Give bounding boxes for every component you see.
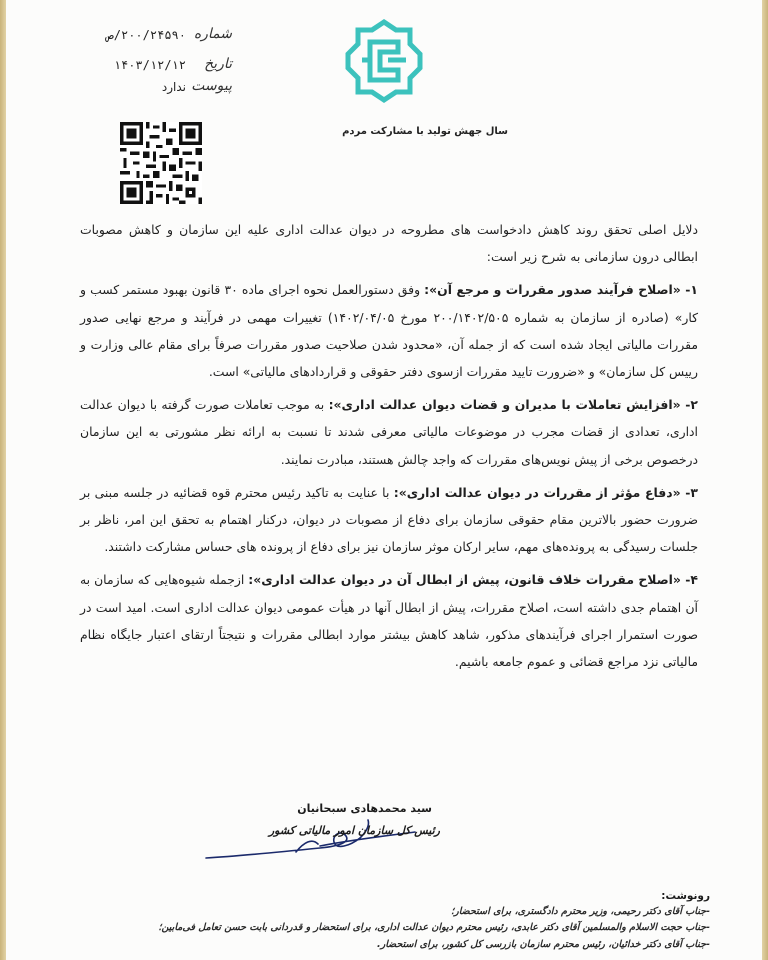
intro-paragraph: دلایل اصلی تحقق روند کاهش دادخواست های مطروحه در دیوان عدالت اداری علیه این سازمان و کاهش مصوبات ابطالی درون سازمانی به شرح زیر است: xyxy=(80,222,698,265)
item-heading-2: ۲- «افزایش تعاملات با مدیران و قضات دیوان عدالت اداری»: xyxy=(328,397,698,413)
item-heading-3: ۳- «دفاع مؤثر از مقررات در دیوان عدالت اداری»: xyxy=(393,484,698,500)
item-text-4: ازجمله شیوه‌هایی که سازمان به آن اهتمام جدی داشته است، اصلاح مقررات، پیش از ابطال آنها در هیأت عمومی دیوان عدالت اداری است. امید است در صورت استمرار اجرای فرآیندهای مذکور، شاهد کاهش بیشتر موارد ابطالی مقررات و نتیجتاً ارتقای اعتبار جایگاه نظام مالیاتی نزد مراجع قضائی و عموم جامعه باشیم. xyxy=(80,572,698,670)
letter-meta xyxy=(82,26,232,100)
carbon-copy-list xyxy=(158,888,710,953)
year-slogan: سال جهش تولید با مشارکت مردم xyxy=(342,126,508,137)
copy-line-3: -جناب آقای دکتر خدائیان، رئیس محترم سازمان بازرسی کل کشور، برای استحضار. xyxy=(376,938,710,950)
item-text-1: وفق دستورالعمل نحوه اجرای ماده ۳۰ قانون بهبود مستمر کسب و کار» (صادره از سازمان به شماره ۲۰۰/۱۴۰۲/۵۰۵ مورخ ۱۴۰۲/۰۴/۰۵) تغییرات مهمی در فرآیند و مرجع نهایی صدور مقررات مالیاتی ایجاد شده است که از جمله آن، «محدود شدن صلاحیت صدور مقررات صرفاً برای مقام عالی وزارت و رییس کل سازمان» و «ضرورت تایید مقررات ازسوی دفتر حقوقی و قراردادهای مالیاتی» است. xyxy=(80,282,698,380)
copies-title: رونوشت: xyxy=(661,890,710,902)
item-paragraph-4 xyxy=(80,566,698,675)
number-row xyxy=(82,26,232,48)
qr-code-icon xyxy=(120,122,202,204)
attachment-row xyxy=(82,78,232,100)
tax-organization-emblem-icon xyxy=(340,18,428,104)
item-paragraph-2 xyxy=(80,391,698,473)
date-value: ۱۴۰۳/۱۲/۱۲ xyxy=(113,58,186,72)
left-border xyxy=(0,0,6,960)
letter-body xyxy=(80,216,698,675)
number-value: ۲۰۰/۲۴۵۹۰/ص xyxy=(106,28,186,42)
date-row xyxy=(82,56,232,78)
item-paragraph-1 xyxy=(80,276,698,385)
attachment-value: ندارد xyxy=(161,80,186,94)
copy-line-1: -جناب آقای دکتر رحیمی، وزیر محترم دادگستری، برای استحضار؛ xyxy=(451,906,710,918)
item-text-2: به موجب تعاملات صورت گرفته با دیوان عدالت اداری، تعدادی از قضات مجرب در موضوعات مالیاتی معرفی شدند تا نسبت به ارائه نظر مشورتی به این سازمان درخصوص برخی از پیش نویس‌های مقررات که واجد چالش هستند، مبادرت نمایند. xyxy=(80,397,698,467)
item-heading-1: ۱- «اصلاح فرآیند صدور مقررات و مرجع آن»: xyxy=(424,282,698,298)
signer-title: رئیس کل سازمان امور مالیاتی کشور xyxy=(268,824,440,837)
date-label: تاریخ xyxy=(204,56,232,72)
item-paragraph-3 xyxy=(80,479,698,561)
signature-block xyxy=(200,796,440,866)
right-border xyxy=(762,0,768,960)
item-heading-4: ۴- «اصلاح مقررات خلاف قانون، پیش از ابطال آن در دیوان عدالت اداری»: xyxy=(248,572,698,588)
number-label: شماره xyxy=(193,26,232,42)
copy-line-2: -جناب حجت الاسلام والمسلمین آقای دکتر عابدی، رئیس محترم دیوان عدالت اداری، برای استحضار و قدردانی بابت حسن تعامل فی‌مابین؛ xyxy=(158,922,710,934)
signer-name: سید محمدهادی سبحانیان xyxy=(297,802,432,815)
attachment-label: پیوست xyxy=(191,78,232,94)
item-text-3: با عنایت به تاکید رئیس محترم قوه قضائیه در جلسه مبنی بر ضرورت حضور بالاترین مقام حقوقی سازمان برای دفاع از مصوبات در دیوان، درکنار اهتمام به تحقق این امر، ناظر بر جلسات رسیدگی به پرونده‌های مهم، سایر ارکان موثر سازمان نیز برای دفاع از پرونده های حساس مشارکت داشتند. xyxy=(80,484,698,555)
